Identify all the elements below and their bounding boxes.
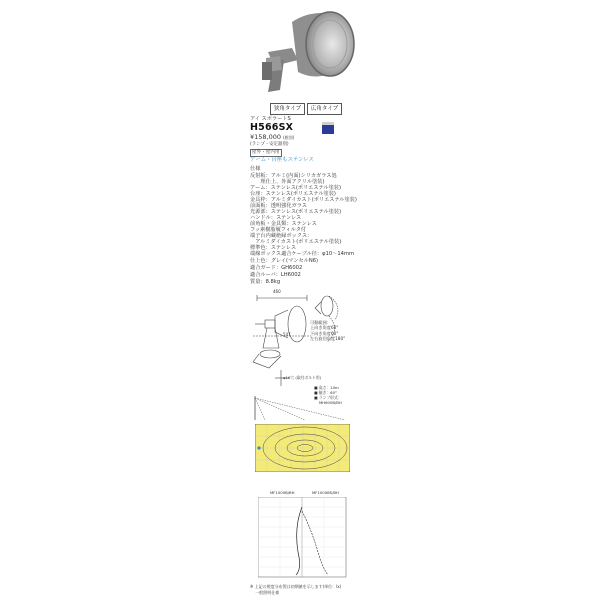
lamp-note: (ランプ・安定器別) (250, 142, 289, 147)
product-photo (240, 0, 360, 100)
narrow-type-button[interactable]: 狭角タイプ (270, 103, 305, 115)
product-price (250, 134, 294, 141)
angle-note: 下向き角度60° (310, 330, 339, 336)
spec-line: ハンドル：ステンレス (250, 215, 302, 221)
legend-item: ■ 傾き：60° (314, 390, 337, 395)
spec-line: フッ素樹脂履フィルタ付 (250, 227, 307, 233)
wide-type-button[interactable]: 広角タイプ (307, 103, 342, 115)
spec-line: 金具枠：アルミダイカスト(ポリエステル塗装) (250, 197, 357, 203)
footnote: 一般照明仕様 (250, 590, 280, 595)
location-tag: 屋外・屋内用 (252, 150, 280, 155)
illuminance-map (255, 424, 350, 472)
chart-label-right: MF1000BS/BH (312, 490, 339, 495)
dim-side-label: 547 (283, 332, 291, 337)
spec-line: 標準色：ステンレス (250, 245, 297, 251)
spec-line: 理仕上、外面アクリル塗装) (250, 179, 325, 185)
spec-line: アーム：ステンレス(ポリエステル塗装) (250, 185, 341, 191)
lamp-badge-icon (322, 125, 334, 134)
chart-label-left: MF1000B/BH (270, 490, 295, 495)
elevation-sketch (245, 392, 355, 422)
spec-line: 台座：ステンレス(ポリエステル塗装) (250, 191, 336, 197)
light-distribution-chart (258, 497, 348, 579)
price-tax: (税別) (283, 135, 295, 140)
spec-line: 端線ボックス適合ケーブル径：φ10〜14mm (250, 251, 355, 257)
spec-line: 仕上色：グレイ(マンセルN6) (250, 258, 319, 264)
spec-line: 適合ガード：GH6002 (250, 265, 303, 271)
spec-line: 端子台内蔵絶縁ボックス： (250, 233, 313, 239)
spec-line: 前面板：透明強化ガラス (250, 203, 307, 209)
legend-item: MH600B/BH (319, 400, 342, 405)
bottom-note (283, 376, 321, 381)
angle-notes (310, 320, 345, 341)
angle-note: 可動範囲： (310, 320, 331, 325)
product-series: アイ スポラートS (250, 116, 291, 122)
legend-height: 高さ：10m (318, 385, 339, 390)
bottom-note-hole: φ16穴 (283, 375, 295, 380)
bottom-note-bolt: (取付ボルト用) (295, 375, 322, 380)
spec-line: 反射板：アルミ(内面)シリカガラス処 (250, 173, 337, 179)
highlight-text: アーム・台座もステンレス (250, 157, 314, 163)
spec-line: 前角板・金具類：ステンレス (250, 221, 317, 227)
spec-line: 適合ルーバ：LH6002 (250, 272, 301, 278)
spec-line: アルミダイカスト(ポリエステル塗装) (250, 239, 342, 245)
dim-top-label: 460 (273, 289, 281, 294)
spec-heading: 仕様 (250, 166, 261, 172)
spec-line: 光源部：ステンレス(ポリエステル塗装) (250, 209, 342, 215)
angle-note: 上向き角度60° (310, 325, 339, 331)
legend-item: ■ 高さ：10m (314, 385, 339, 390)
legend-tilt: 傾き：60° (318, 390, 337, 395)
price-value: ¥158,000 (250, 133, 282, 141)
footnote: ※ 上記の照度分布図は初期値を示します(単位：lx) (250, 584, 342, 589)
spec-line: 質量：8.8kg (250, 279, 281, 285)
legend-item: ■ ランプ形式： (314, 395, 342, 400)
angle-note: 左右旋回角度180° (310, 335, 346, 341)
product-model: H566SX (250, 122, 294, 133)
legend-lamp-type: ランプ形式： (318, 395, 342, 400)
